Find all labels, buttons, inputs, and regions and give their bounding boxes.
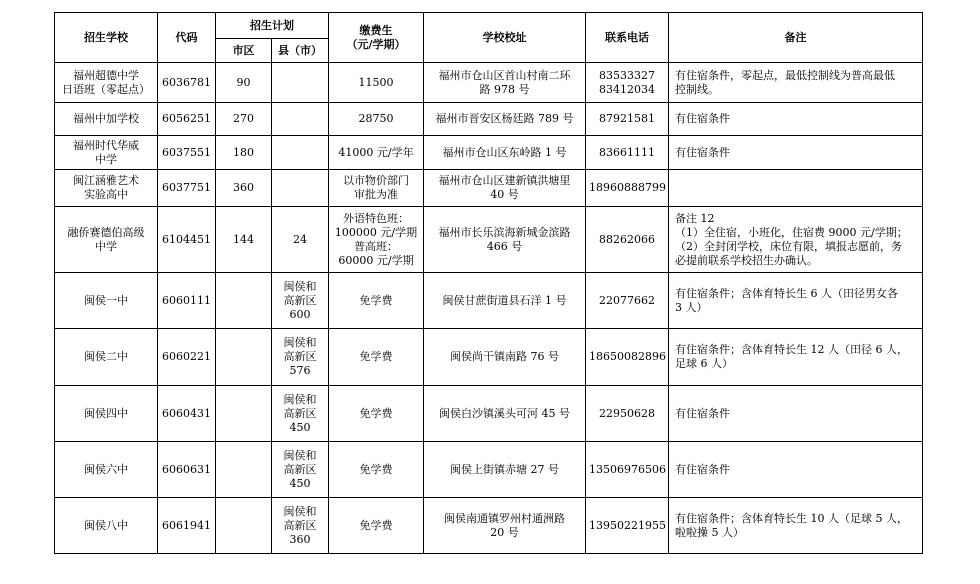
county-count-cell (272, 63, 329, 103)
county-count-cell: 闽侯和 高新区 360 (272, 498, 329, 554)
notes-cell: 有住宿条件；含体育特长生 12 人（田径 6 人， 足球 6 人） (669, 329, 923, 386)
city-count-cell: 90 (216, 63, 272, 103)
school-cell: 闽侯八中 (55, 498, 158, 554)
header-fee: 缴费生 （元/学期） (329, 13, 424, 63)
address-cell: 福州市仓山区东岭路 1 号 (424, 136, 586, 170)
notes-cell: 有住宿条件，零起点，最低控制线为普高最低 控制线。 (669, 63, 923, 103)
header-school: 招生学校 (55, 13, 158, 63)
school-cell: 闽江涵雅艺术 实验高中 (55, 170, 158, 207)
notes-cell: 有住宿条件 (669, 136, 923, 170)
enrollment-table (54, 12, 923, 554)
notes-cell: 有住宿条件 (669, 103, 923, 136)
address-cell: 福州市长乐滨海新城金滨路 466 号 (424, 207, 586, 273)
city-count-cell: 270 (216, 103, 272, 136)
county-count-cell: 闽侯和 高新区 450 (272, 442, 329, 498)
code-cell: 6060631 (158, 442, 216, 498)
address-cell: 闽侯白沙镇溪头可河 45 号 (424, 386, 586, 442)
code-cell: 6056251 (158, 103, 216, 136)
school-cell: 闽侯二中 (55, 329, 158, 386)
county-count-cell: 闽侯和 高新区 450 (272, 386, 329, 442)
address-cell: 闽侯尚干镇南路 76 号 (424, 329, 586, 386)
code-cell: 6104451 (158, 207, 216, 273)
header-phone: 联系电话 (586, 13, 669, 63)
phone-cell: 83661111 (586, 136, 669, 170)
table-row (55, 329, 923, 386)
school-cell: 闽侯六中 (55, 442, 158, 498)
phone-cell: 83533327 83412034 (586, 63, 669, 103)
school-cell: 福州超德中学 日语班（零起点） (55, 63, 158, 103)
code-cell: 6037751 (158, 170, 216, 207)
city-count-cell (216, 442, 272, 498)
city-count-cell: 360 (216, 170, 272, 207)
header-code: 代码 (158, 13, 216, 63)
table-row (55, 498, 923, 554)
phone-cell: 88262066 (586, 207, 669, 273)
phone-cell: 22950628 (586, 386, 669, 442)
table-row (55, 386, 923, 442)
table-row (55, 273, 923, 329)
fee-cell: 41000 元/学年 (329, 136, 424, 170)
notes-cell: 有住宿条件 (669, 442, 923, 498)
address-cell: 闽侯甘蔗街道县石洋 1 号 (424, 273, 586, 329)
fee-cell: 免学费 (329, 329, 424, 386)
header-plan: 招生计划 (216, 13, 329, 39)
header-city: 市区 (216, 39, 272, 63)
code-cell: 6061941 (158, 498, 216, 554)
fee-cell: 28750 (329, 103, 424, 136)
code-cell: 6037551 (158, 136, 216, 170)
table-row (55, 170, 923, 207)
fee-cell: 免学费 (329, 273, 424, 329)
fee-cell: 免学费 (329, 442, 424, 498)
phone-cell: 18650082896 (586, 329, 669, 386)
fee-cell: 以市物价部门 审批为准 (329, 170, 424, 207)
table-row (55, 442, 923, 498)
notes-cell: 有住宿条件；含体育特长生 10 人（足球 5 人， 啦啦操 5 人） (669, 498, 923, 554)
code-cell: 6036781 (158, 63, 216, 103)
address-cell: 闽侯上街镇赤塘 27 号 (424, 442, 586, 498)
phone-cell: 22077662 (586, 273, 669, 329)
notes-cell: 有住宿条件 (669, 386, 923, 442)
city-count-cell: 180 (216, 136, 272, 170)
table-row (55, 136, 923, 170)
fee-cell: 外语特色班： 100000 元/学期 普高班： 60000 元/学期 (329, 207, 424, 273)
county-count-cell (272, 170, 329, 207)
phone-cell: 87921581 (586, 103, 669, 136)
city-count-cell (216, 498, 272, 554)
county-count-cell: 闽侯和 高新区 576 (272, 329, 329, 386)
phone-cell: 18960888799 (586, 170, 669, 207)
address-cell: 福州市仓山区建新镇洪塘里 40 号 (424, 170, 586, 207)
fee-cell: 免学费 (329, 498, 424, 554)
table-body (55, 63, 923, 554)
address-cell: 闽侯南通镇罗州村通洲路 20 号 (424, 498, 586, 554)
fee-cell: 11500 (329, 63, 424, 103)
county-count-cell: 闽侯和 高新区 600 (272, 273, 329, 329)
address-cell: 福州市晋安区杨廷路 789 号 (424, 103, 586, 136)
county-count-cell (272, 136, 329, 170)
city-count-cell (216, 329, 272, 386)
county-count-cell: 24 (272, 207, 329, 273)
code-cell: 6060221 (158, 329, 216, 386)
code-cell: 6060431 (158, 386, 216, 442)
school-cell: 闽侯四中 (55, 386, 158, 442)
header-notes: 备注 (669, 13, 923, 63)
table-row (55, 103, 923, 136)
header-county: 县（市） (272, 39, 329, 63)
fee-cell: 免学费 (329, 386, 424, 442)
header-address: 学校校址 (424, 13, 586, 63)
city-count-cell: 144 (216, 207, 272, 273)
address-cell: 福州市仓山区首山村南二环 路 978 号 (424, 63, 586, 103)
school-cell: 福州中加学校 (55, 103, 158, 136)
school-cell: 福州时代华威 中学 (55, 136, 158, 170)
table-row (55, 63, 923, 103)
notes-cell (669, 170, 923, 207)
city-count-cell (216, 386, 272, 442)
code-cell: 6060111 (158, 273, 216, 329)
city-count-cell (216, 273, 272, 329)
phone-cell: 13506976506 (586, 442, 669, 498)
table-row (55, 207, 923, 273)
notes-cell: 备注 12 （1）全住宿，小班化，住宿费 9000 元/学期； （2）全封闭学校，床位有限，填报志愿前，务 必提前联系学校招生办确认。 (669, 207, 923, 273)
school-cell: 融侨赛德伯高级 中学 (55, 207, 158, 273)
phone-cell: 13950221955 (586, 498, 669, 554)
notes-cell: 有住宿条件；含体育特长生 6 人（田径男女各 3 人） (669, 273, 923, 329)
school-cell: 闽侯一中 (55, 273, 158, 329)
county-count-cell (272, 103, 329, 136)
